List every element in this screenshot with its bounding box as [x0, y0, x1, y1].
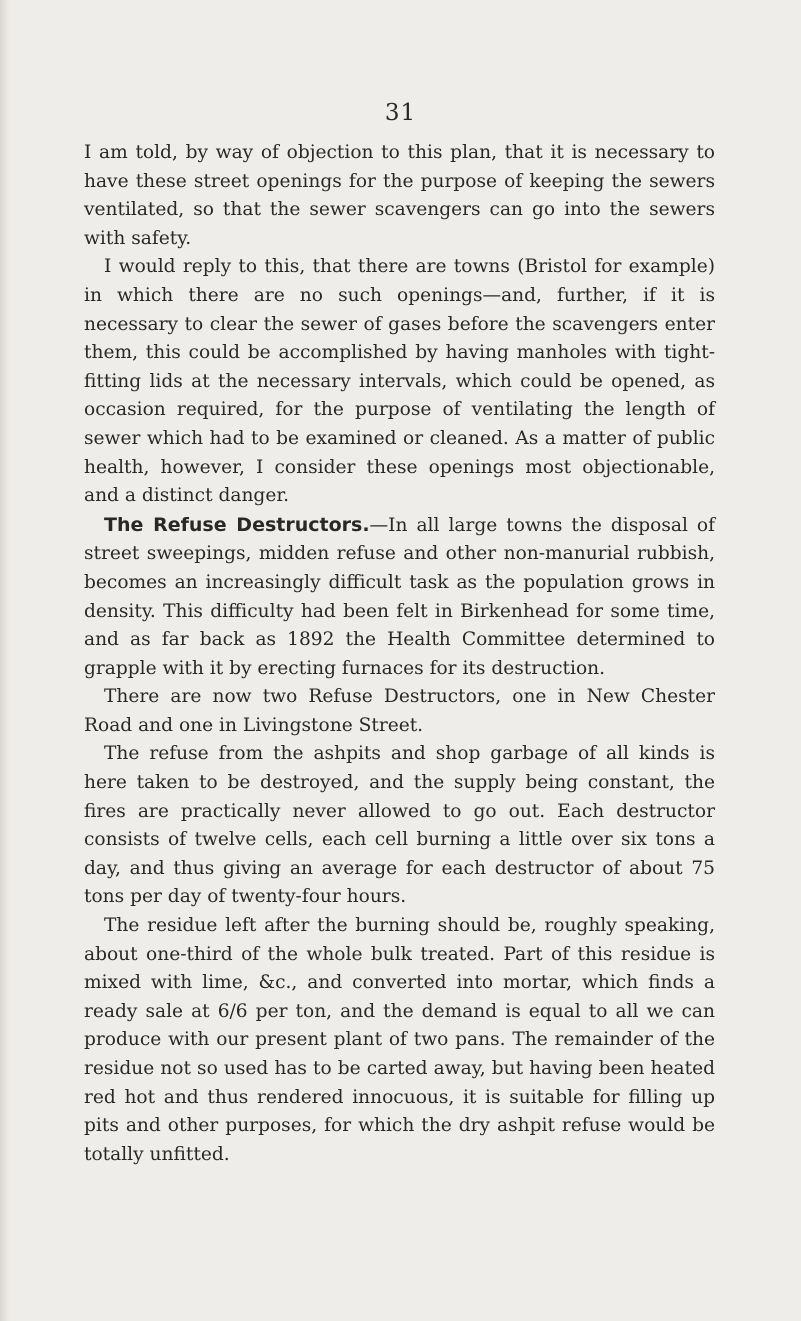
- paragraph-two-destructors: There are now two Refuse Destructors, one in New Chester Road and one in Livingstone Street.: [84, 686, 715, 736]
- page-edge-shadow: [0, 0, 10, 1321]
- paragraph-residue: The residue left after the burning should be, roughly speaking, about one-third of the whole bulk treated. Part of this residue is mixed with lime, &c., and converted into mortar, which finds a ready sale at 6/6 per ton, and the demand is equal to all we can produce with our present plant of two pans. The remainder of the residue not so used has to be carted away, but having been heated red hot and thus rendered innocuous, it is suitable for filling up pits and other purposes, for which the dry ashpit refuse would be totally unfitted.: [84, 915, 715, 1165]
- section-refuse-destructors: [84, 511, 715, 684]
- page-body: [84, 139, 715, 1169]
- page-number: 31: [384, 100, 417, 126]
- paragraph-reply: I would reply to this, that there are towns (Bristol for example) in which there are no such openings—and, further, if it is necessary to clear the sewer of gases before the scavengers enter them, this could be accomplished by having manholes with tight-fitting lids at the necessary intervals, which could be opened, as occasion required, for the purpose of ventilating the length of sewer which had to be examined or cleaned. As a matter of public health, however, I consider these openings most objectionable, and a distinct danger.: [84, 256, 715, 507]
- paragraph-refuse-supply: The refuse from the ashpits and shop garbage of all kinds is here taken to be destroyed, and the supply being constant, the fires are practically never allowed to go out. Each destructor consists of twelve cells, each cell burning a little over six tons a day, and thus giving an average for each destructor of about 75 tons per day of twenty-four hours.: [84, 743, 715, 908]
- section-intro-text: —In all large towns the disposal of street sweepings, midden refuse and other non-manurial rubbish, becomes an increasingly difficult task as the population grows in density. This difficulty had been felt in Birkenhead for some time, and as far back as 1892 the Health Committee determined to grapple with it by erecting furnaces for its destruction.: [84, 514, 715, 679]
- section-heading: The Refuse Destructors.: [104, 513, 370, 536]
- paragraph-objection: I am told, by way of objection to this plan, that it is necessary to have these street openings for the purpose of keeping the sewers ventilated, so that the sewer scavengers can go into the sewers with safety.: [84, 142, 715, 249]
